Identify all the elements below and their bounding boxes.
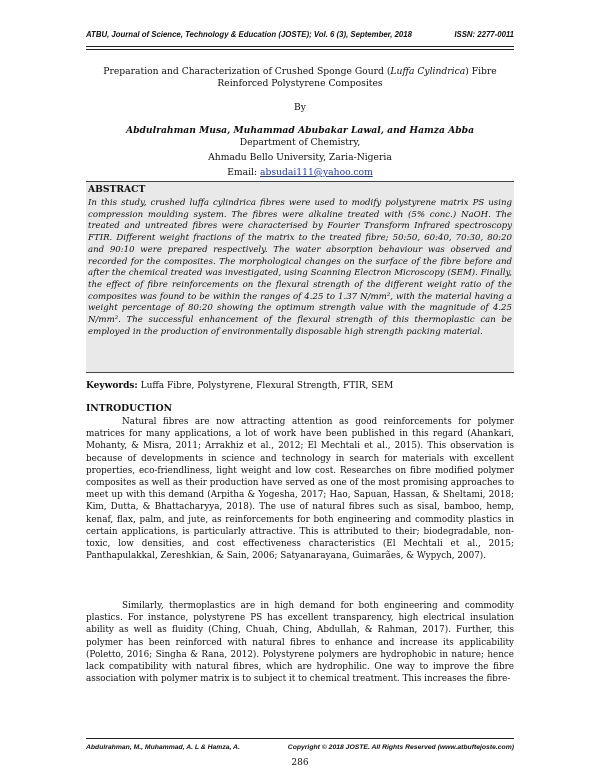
university: Ahmadu Bello University, Zaria-Nigeria bbox=[208, 152, 392, 163]
footer-citation: Abdulrahman, M., Muhammad, A. L & Hamza, A. bbox=[86, 744, 240, 751]
authors: Abdulrahman Musa, Muhammad Abubakar Lawal, and Hamza Abba bbox=[125, 125, 475, 136]
footer-copyright: Copyright © 2018 JOSTE. All Rights Reserved (www.atbuftejoste.com) bbox=[287, 744, 514, 751]
paper-title: Preparation and Characterization of Crushed Sponge Gourd (Luffa Cylindrica) Fibre Reinforced Polystyrene Composites bbox=[103, 66, 497, 89]
abstract-text: In this study, crushed luffa cylindrica fibres were used to modify polystyrene matrix PS using compression moulding system. The fibres were alkaline treated with (5% conc.) NaOH. The treated and untreated fibres were characterised by Fourier Transform Infrared spectroscopy FTIR. Different weight fractions of the matrix to the treated fibre; 50:50, 60:40, 70:30, 80:20 and 90:10 were prepared respectively. The water absorption behaviour was observed and recorded for the composites. The morphological changes on the surface of the fibre before and after the chemical treated was investigated, using Scanning Electron Microscopy (SEM). Finally, the effect of fibre reinforcements on the flexural strength of the different weight ratio of the composites was found to be within the ranges of 4.25 to 1.37 N/mm², with the material having a weight percentage of 80:20 showing the optimum strength value with the magnitude of 4.25 N/mm². The successful enhancement of the flexural strength of this thermoplastic can be employed in the production of environmentally disposable high strength packing material. bbox=[88, 198, 512, 337]
paragraph: Natural fibres are now attracting attention as good reinforcements for polymer matrices for many applications, a lot of work have been published in this regard (Ahankari, Mohanty, & Misra, 2011; Arrakhiz et al., 2012; El Mechtali et al., 2015). This observation is because of developments in science and technology in search for materials with excellent properties, eco-friendliness, light weight and low cost. Researches on fibre modified polymer composites as well as their production have served as one of the most promising approaches to meet up with this demand (Arpitha & Yogesha, 2017; Hao, Sapuan, Hassan, & Sheltami, 2018; Kim, Dutta, & Bhattacharyya, 2018). The use of natural fibres such as sisal, bamboo, hemp, kenaf, flax, palm, and jute, as reinforcements for both engineering and commodity plastics in certain applications, is particularly attractive. This is attributed to their; biodegradable, non-toxic, low densities, and cost effectiveness characteristics (El Mechtali et al., 2015; Panthapulakkal, Zereshkian, & Sain, 2006; Satyanarayana, Guimarães, & Wypych, 2007). bbox=[86, 417, 514, 562]
running-header bbox=[86, 30, 514, 42]
keywords: Keywords: Luffa Fibre, Polystyrene, Flexural Strength, FTIR, SEM bbox=[86, 381, 394, 391]
paragraph: Similarly, thermoplastics are in high demand for both engineering and commodity plastics. For instance, polystyrene PS has excellent transparency, high electrical insulation ability as well as fluidity (Ching, Chuah, Ching, Abdullah, & Rahman, 2017). Further, this polymer has been reinforced with natural fibres to enhance and increase its applicability (Poletto, 2016; Singha & Rana, 2012). Polystyrene polymers are hydrophobic in nature; hence lack compatibility with natural fibres, which are hydrophilic. One way to improve the fibre association with polymer matrix is to subject it to chemical treatment. This increases the fibre- bbox=[86, 601, 514, 685]
abstract-box bbox=[86, 181, 514, 373]
department: Department of Chemistry, bbox=[239, 137, 361, 148]
section-heading: INTRODUCTION bbox=[86, 403, 172, 414]
issn: ISSN: 2277-0011 bbox=[454, 30, 514, 39]
journal-citation: ATBU, Journal of Science, Technology & Education (JOSTE); Vol. 6 (3), September, 2018 bbox=[86, 30, 412, 39]
email-link[interactable]: absudai111@yahoo.com bbox=[259, 167, 373, 178]
footer-rule bbox=[86, 738, 514, 739]
email-line: Email: absudai111@yahoo.com bbox=[227, 167, 373, 178]
header-rule-2 bbox=[86, 49, 514, 50]
header-rule bbox=[86, 46, 514, 47]
abstract-heading: ABSTRACT bbox=[88, 184, 146, 195]
by-label: By bbox=[294, 102, 306, 113]
page-number: 286 bbox=[291, 758, 309, 768]
